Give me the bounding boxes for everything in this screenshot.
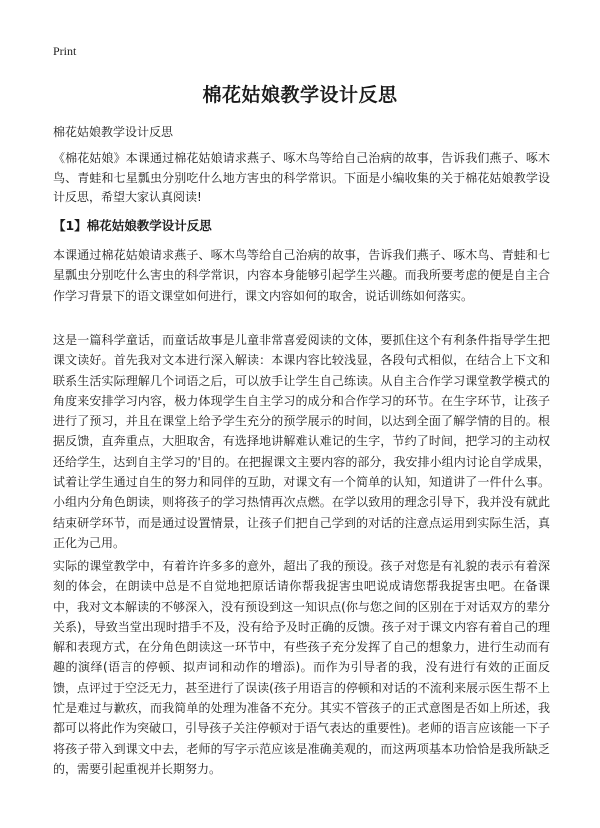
body-paragraph: 本课通过棉花姑娘请求燕子、啄木鸟等给自己治病的故事，告诉我们燕子、啄木鸟、青蛙和七星瓢虫分别吃什么害虫的科学常识，内容本身能够引起学生兴趣。而我所要考虑的便是自主合作学习背景下的语文课堂如何进行，课文内容如何的取舍，说话训练如何落实。	[53, 248, 550, 303]
article-subtitle: 棉花姑娘教学设计反思	[53, 125, 174, 139]
page-title: 棉花姑娘教学设计反思	[202, 84, 398, 106]
body-paragraph: 实际的课堂教学中，有着许许多多的意外，超出了我的预设。孩子对您是有礼貌的表示有着深刻的体会，在朗读中总是不自觉地把原话请你帮我捉害虫吧说成请您帮我捉害虫吧。在备课中，我对文本解读的不够深入，没有预设到这一知识点(你与您之间的区别在于对话双方的辈分关系)，导致当堂出现时措手不及，没有给予及时正确的反馈。孩子对于课文内容有着自己的理解和表现方式，在分角色朗读这一环节中，有些孩子充分发挥了自己的想象力，进行生动而有趣的演绎(语言的停顿、拟声词和动作的增添)。而作为引导者的我，没有进行有效的正面反馈，点评过于空泛无力，甚至进行了误读(孩子用语言的停顿和对话的不流利来展示医生帮不上忙是难过与歉疚，而我简单的处理为准备不充分。其实不管孩子的正式意图是否如上所述，我都可以将此作为突破口，引导孩子关注停顿对于语气表达的重要性)。老师的语言应该能一下子将孩子带入到课文中去，老师的写字示范应该是准确美观的，而这两项基本功恰恰是我所缺乏的，需要引起重视并长期努力。	[53, 559, 550, 776]
print-link[interactable]: Print	[53, 44, 77, 58]
body-paragraph: 这是一篇科学童话，而童话故事是儿童非常喜爱阅读的文体，要抓住这个有利条件指导学生把课文读好。首先我对文本进行深入解读：本课内容比较浅显，各段句式相似，在结合上下文和联系生活实际理解几个词语之后，可以放手让学生自己练读。从自主合作学习课堂教学模式的角度来安排学习内容，极力体现学生自主学习的成分和合作学习的环节。在生字环节，让孩子进行了预习，并且在课堂上给予学生充分的预学展示的时间，以达到全面了解学情的目的。根据反馈，直奔重点，大胆取舍，有选择地讲解难认难记的生字，节约了时间，把学习的主动权还给学生，达到自主学习的'目的。在把握课文主要内容的部分，我安排小组内讨论自学成果，试着让学生通过自生的努力和同伴的互助，对课文有一个简单的认知，知道讲了一件什么事。小组内分角色朗读，则将孩子的学习热情再次点燃。在学以致用的理念引导下，我并没有就此结束研学环节，而是通过设置情景，让孩子们把自己学到的对话的注意点运用到实际生活，真正化为己用。	[53, 333, 550, 550]
intro-paragraph: 《棉花姑娘》本课通过棉花姑娘请求燕子、啄木鸟等给自己治病的故事，告诉我们燕子、啄木鸟、青蛙和七星瓢虫分别吃什么地方害虫的科学常识。下面是小编收集的关于棉花姑娘教学设计反思，希望大家认真阅读!	[53, 151, 550, 204]
section-heading: 【1】棉花姑娘教学设计反思	[53, 218, 212, 233]
